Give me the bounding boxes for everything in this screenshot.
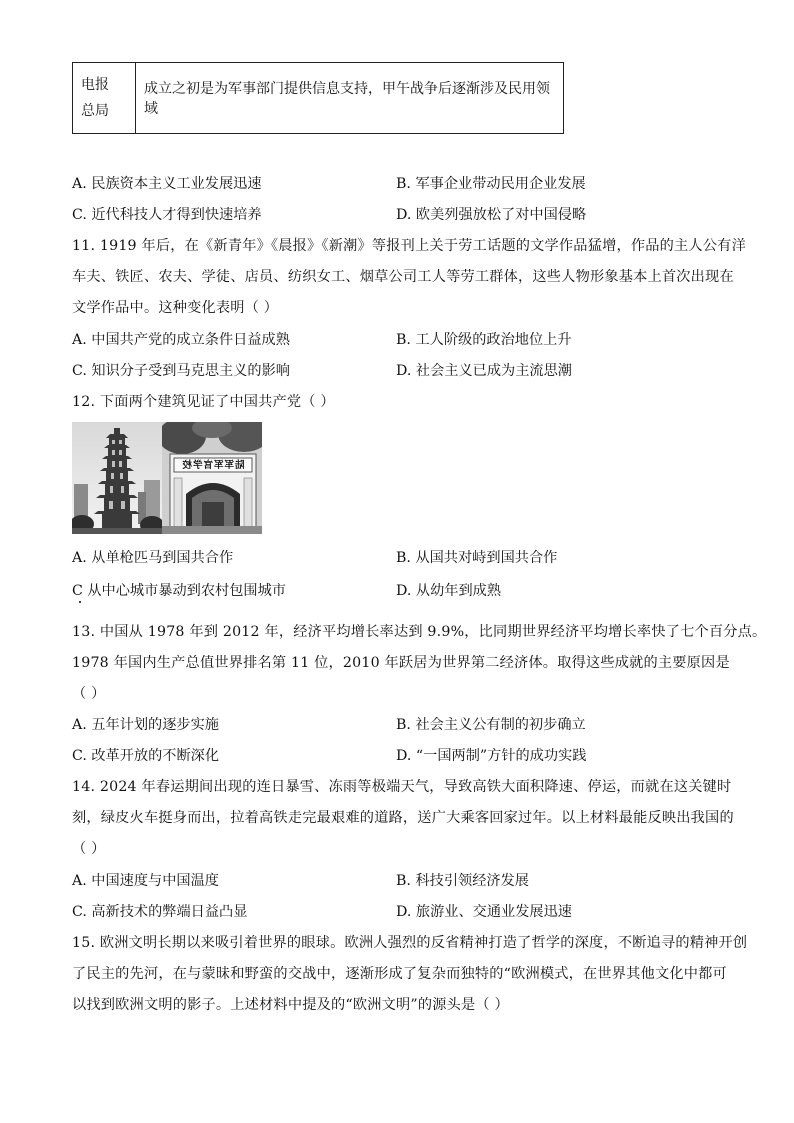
q12-option-d[interactable]: D. 从幼年到成熟 bbox=[396, 583, 502, 599]
q13-option-b[interactable]: B. 社会主义公有制的初步确立 bbox=[396, 717, 586, 733]
q13-stem-line3: （ ） bbox=[72, 686, 106, 702]
q10-option-d[interactable]: D. 欧美列强放松了对中国侵略 bbox=[396, 207, 587, 223]
q14-option-a[interactable]: A. 中国速度与中国温度 bbox=[72, 873, 219, 889]
q13-stem-line1: 13. 中国从 1978 年到 2012 年，经济平均增长率达到 9.9%，比同期世界经济平均增长率快了七个百分点。 bbox=[72, 624, 767, 640]
q15-stem-line3: 以找到欧洲文明的影子。上述材料中提及的“欧洲文明”的源头是（ ） bbox=[72, 997, 509, 1013]
table-content-cell: 成立之初是为军事部门提供信息支持，甲午战争后逐渐涉及民用领域 bbox=[136, 63, 564, 134]
q10-option-c[interactable]: C. 近代科技人才得到快速培养 bbox=[72, 207, 262, 223]
table-label-cell bbox=[73, 63, 136, 134]
q10-option-a[interactable]: A. 民族资本主义工业发展迅速 bbox=[72, 176, 262, 192]
q11-option-a[interactable]: A. 中国共产党的成立条件日益成熟 bbox=[72, 332, 290, 348]
gate-sign-text: 陆军军官学校 bbox=[181, 460, 245, 471]
q14-option-c[interactable]: C. 高新技术的弊端日益凸显 bbox=[72, 904, 248, 920]
table-label-line2: 总局 bbox=[81, 103, 109, 119]
q11-option-d[interactable]: D. 社会主义已成为主流思潮 bbox=[396, 363, 572, 379]
telegraph-table bbox=[72, 62, 564, 134]
q14-option-b[interactable]: B. 科技引领经济发展 bbox=[396, 873, 529, 889]
q14-stem-line3: （ ） bbox=[72, 841, 106, 857]
q15-stem-line1: 15. 欧洲文明长期以来吸引着世界的眼球。欧洲人强烈的反省精神打造了哲学的深度，不断追寻的精神开创 bbox=[72, 935, 748, 951]
q12-option-a[interactable]: A. 从单枪匹马到国共合作 bbox=[72, 550, 234, 566]
q11-stem-line2: 车夫、铁匠、农夫、学徒、店员、纺织女工、烟草公司工人等劳工群体，这些人物形象基本上首次出现在 bbox=[72, 269, 734, 285]
q14-stem-line2: 刻，绿皮火车挺身而出，拉着高铁走完最艰难的道路，送广大乘客回家过年。以上材料最能反映出我国的 bbox=[72, 810, 734, 826]
stray-dot bbox=[79, 601, 81, 603]
q11-option-c[interactable]: C. 知识分子受到马克思主义的影响 bbox=[72, 363, 290, 379]
q13-option-d[interactable]: D. “一国两制”方针的成功实践 bbox=[396, 748, 587, 764]
q10-option-b[interactable]: B. 军事企业带动民用企业发展 bbox=[396, 176, 586, 192]
q14-stem-line1: 14. 2024 年春运期间出现的连日暴雪、冻雨等极端天气，导致高铁大面积降速、停运，而就在这关键时 bbox=[72, 779, 732, 795]
q14-option-d[interactable]: D. 旅游业、交通业发展迅速 bbox=[396, 904, 572, 920]
q11-stem-line1: 11. 1919 年后，在《新青年》《晨报》《新潮》等报刊上关于劳工话题的文学作品猛增，作品的主人公有洋 bbox=[72, 238, 746, 254]
pagoda-building-photo bbox=[72, 422, 162, 534]
table-label-line1: 电报 bbox=[81, 77, 109, 93]
q12-stem-line1: 12. 下面两个建筑见证了中国共产党（ ） bbox=[72, 394, 335, 410]
q13-option-c[interactable]: C. 改革开放的不断深化 bbox=[72, 748, 220, 764]
q11-stem-line3: 文学作品中。这种变化表明（ ） bbox=[72, 300, 279, 316]
q15-stem-line2: 了民主的先河，在与蒙昧和野蛮的交战中，逐渐形成了复杂而独特的“欧洲模式，在世界其他文化中都可 bbox=[72, 966, 727, 982]
q11-option-b[interactable]: B. 工人阶级的政治地位上升 bbox=[396, 332, 572, 348]
q12-option-b[interactable]: B. 从国共对峙到国共合作 bbox=[396, 550, 558, 566]
q12-option-c[interactable]: C 从中心城市暴动到农村包围城市 bbox=[72, 583, 286, 599]
q13-stem-line2: 1978 年国内生产总值世界排名第 11 位，2010 年跃居为世界第二经济体。取得这些成就的主要原因是 bbox=[72, 655, 730, 671]
military-academy-gate-photo bbox=[162, 422, 262, 534]
q13-option-a[interactable]: A. 五年计划的逐步实施 bbox=[72, 717, 219, 733]
